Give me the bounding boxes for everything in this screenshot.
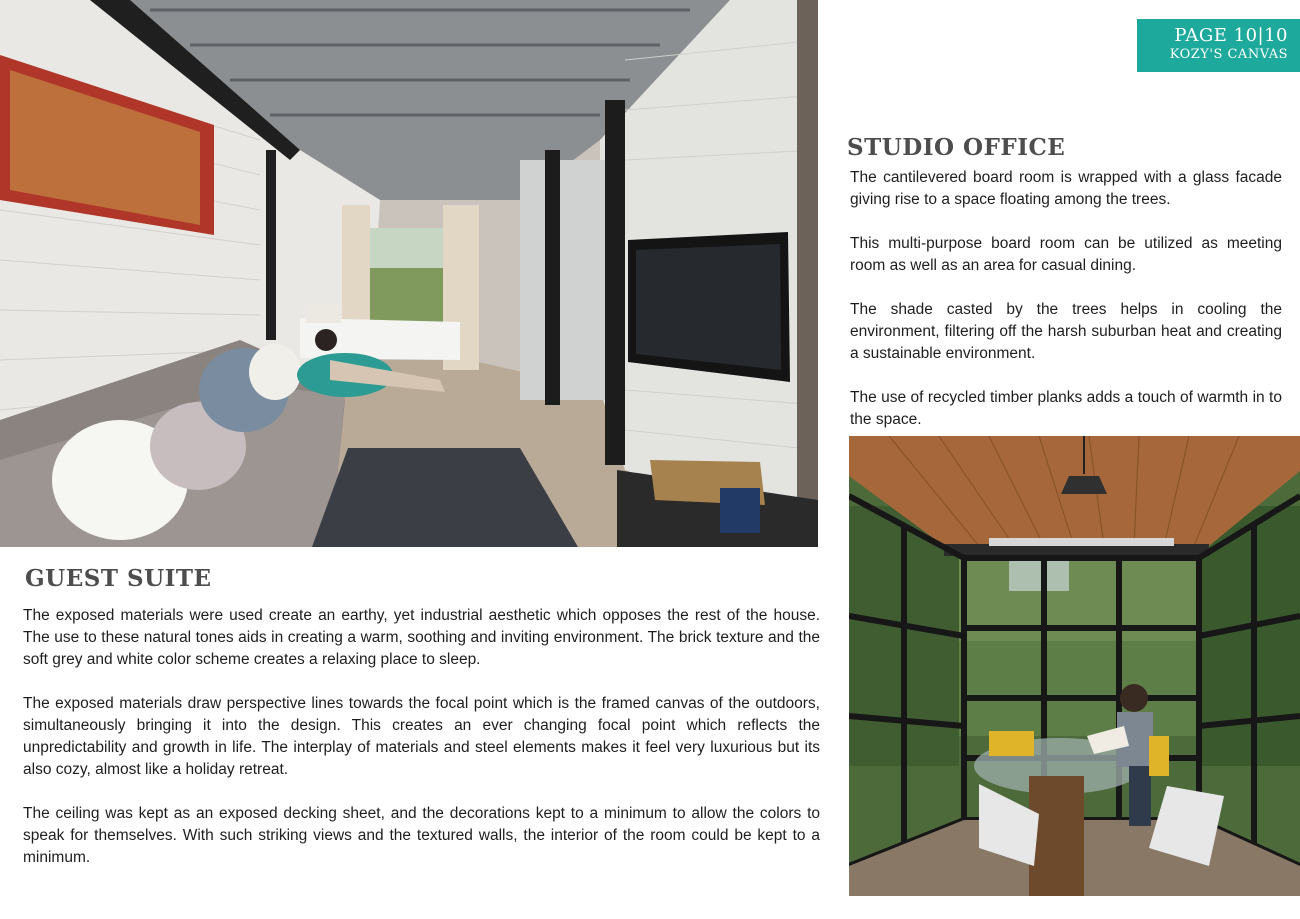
studio-office-title: STUDIO OFFICE: [847, 134, 1066, 161]
studio-office-paragraph: This multi-purpose board room can be utilized as meeting room as well as an area for casual dining.: [850, 235, 1282, 274]
studio-office-paragraph: The use of recycled timber planks adds a touch of warmth in to the space.: [850, 389, 1282, 428]
guest-suite-paragraph: The exposed materials draw perspective lines towards the focal point which is the framed canvas of the outdoors, simultaneously bringing it into the design. This creates an ever changing focal point which reflects the unpredictability and growth in life. The interplay of materials and steel elements makes it feel very luxurious but its also cozy, almost like a holiday retreat.: [23, 695, 820, 778]
studio-office-paragraph: The cantilevered board room is wrapped with a glass facade giving rise to a space floating among the trees.: [850, 169, 1282, 208]
studio-office-text: [850, 167, 1282, 453]
page-badge: [1137, 19, 1300, 72]
studio-office-photo: [849, 436, 1300, 896]
guest-suite-title: GUEST SUITE: [25, 565, 212, 592]
guest-suite-paragraph: The ceiling was kept as an exposed decking sheet, and the decorations kept to a minimum to allow the colors to speak for themselves. With such striking views and the textured walls, the interior of the room could be kept to a minimum.: [23, 805, 820, 866]
guest-suite-photo: [0, 0, 818, 547]
document-name: KOZY'S CANVAS: [1169, 47, 1288, 62]
page-number: PAGE 10|10: [1174, 25, 1288, 46]
guest-suite-paragraph: The exposed materials were used create an earthy, yet industrial aesthetic which opposes the rest of the house. The use to these natural tones aids in creating a warm, soothing and inviting environment. The brick texture and the soft grey and white color scheme creates a relaxing place to sleep.: [23, 607, 820, 668]
studio-office-paragraph: The shade casted by the trees helps in cooling the environment, filtering off the harsh suburban heat and creating a sustainable environment.: [850, 301, 1282, 362]
guest-suite-text: [23, 605, 820, 891]
